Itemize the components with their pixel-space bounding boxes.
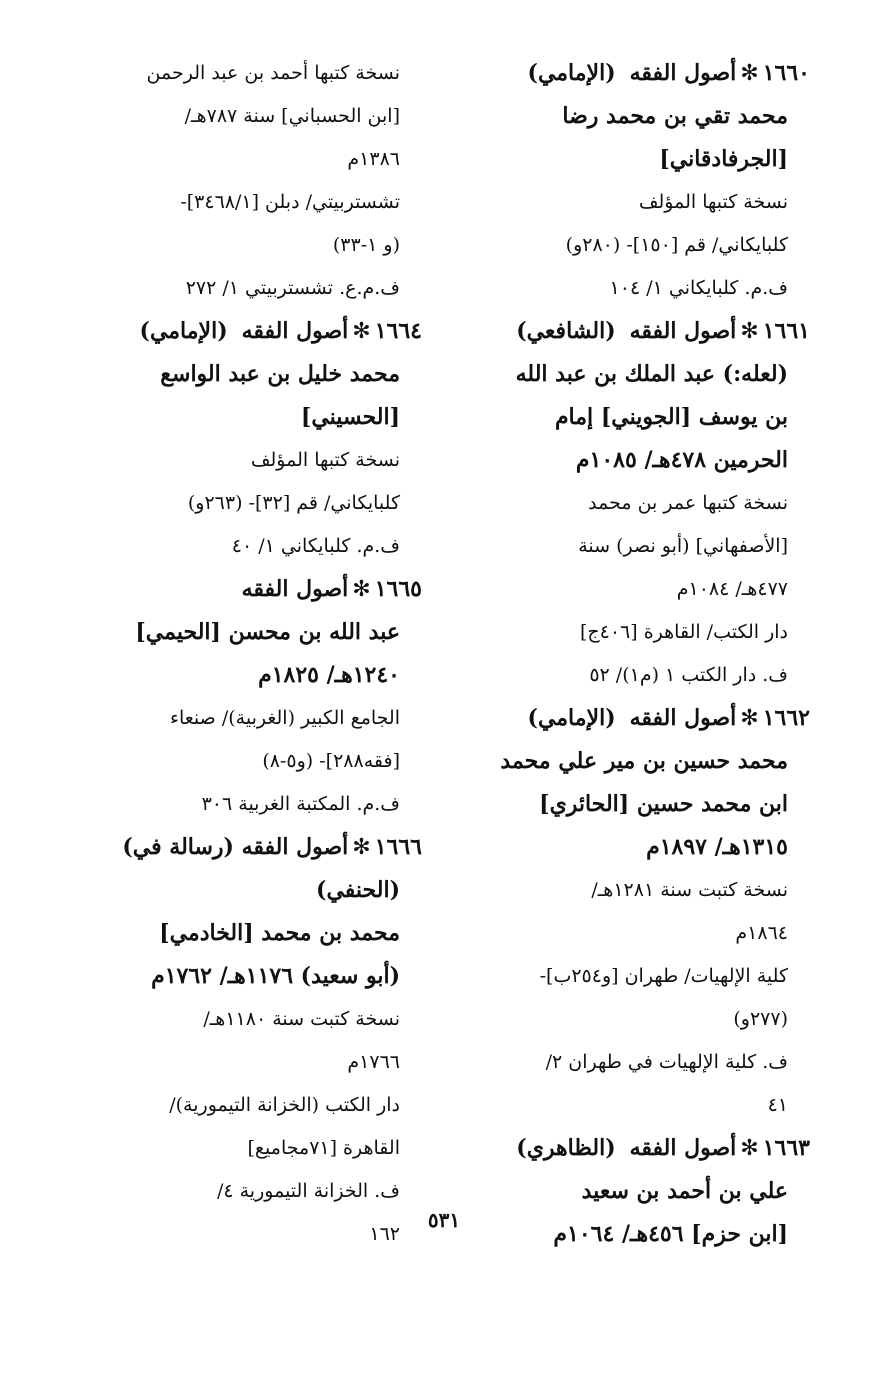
manuscript-info-line: دار الكتب/ القاهرة [٤٠٦ج] bbox=[579, 621, 788, 643]
entry-title: أصول الفقه bbox=[629, 1135, 737, 1161]
author-line: (لعله:) عبد الملك بن عبد الله bbox=[515, 361, 788, 387]
manuscript-info-line: نسخة كتبها المؤلف bbox=[250, 449, 400, 471]
entry-number: ١٦٦٠ bbox=[762, 60, 810, 86]
entry-school: (الظاهري) bbox=[516, 1135, 616, 1161]
entry-title: أصول الفقه bbox=[629, 705, 737, 731]
manuscript-info-line: نسخة كتبها المؤلف bbox=[638, 191, 788, 213]
manuscript-info-line: ف.م. المكتبة الغربية ٣٠٦ bbox=[201, 793, 400, 815]
author-line: محمد خليل بن عبد الواسع bbox=[160, 361, 400, 387]
entry-heading bbox=[112, 826, 422, 869]
manuscript-info-line: [الأصفهاني] (أبو نصر) سنة bbox=[578, 535, 788, 557]
manuscript-info-line: نسخة كتبها أحمد بن عبد الرحمن bbox=[146, 62, 400, 84]
manuscript-info-line: كلية الإلهيات/ طهران [و٢٥٤ب]- bbox=[539, 965, 788, 987]
entry-title: أصول الفقه bbox=[241, 576, 349, 602]
manuscript-info-line: ٤٧٧هـ/ ١٠٨٤م bbox=[676, 578, 788, 600]
asterisk-icon: ✻ bbox=[740, 319, 759, 344]
author-line: الحرمين ٤٧٨هـ/ ١٠٨٥م bbox=[575, 447, 788, 473]
author-line: محمد تقي بن محمد رضا bbox=[562, 103, 788, 129]
entry-heading bbox=[450, 52, 810, 95]
author-line: (أبو سعيد) ١١٧٦هـ/ ١٧٦٢م bbox=[151, 963, 400, 989]
entry-heading bbox=[450, 697, 810, 740]
manuscript-info-line: (و ١-٣٣) bbox=[332, 234, 400, 256]
manuscript-info-line: نسخة كتبها عمر بن محمد bbox=[588, 492, 788, 514]
entry-title: أصول الفقه bbox=[241, 318, 349, 344]
author-line: [ابن حزم] ٤٥٦هـ/ ١٠٦٤م bbox=[553, 1221, 788, 1247]
manuscript-info-line: ٤١ bbox=[767, 1094, 788, 1116]
entry-school: (الشافعي) bbox=[516, 318, 616, 344]
page-number: ٥٣١ bbox=[427, 1208, 461, 1232]
entry-heading bbox=[112, 568, 422, 611]
author-line: علي بن أحمد بن سعيد bbox=[581, 1178, 788, 1204]
author-line: ابن محمد حسين [الحائري] bbox=[539, 791, 788, 817]
entry-school: (الإمامي) bbox=[527, 705, 616, 731]
author-line: [الحسيني] bbox=[300, 404, 400, 430]
author-line: عبد الله بن محسن [الحيمي] bbox=[135, 619, 400, 645]
manuscript-info-line: تشستربيتي/ دبلن [٣٤٦٨/١]- bbox=[180, 191, 400, 213]
author-line: ١٢٤٠هـ/ ١٨٢٥م bbox=[258, 662, 400, 688]
author-line: (الحنفي) bbox=[316, 877, 400, 903]
manuscript-info-line: نسخة كتبت سنة ١١٨٠هـ/ bbox=[203, 1008, 400, 1030]
manuscript-info-line: (٢٧٧و) bbox=[733, 1008, 788, 1030]
author-line: بن يوسف [الجويني] إمام bbox=[554, 404, 788, 430]
entry-number: ١٦٦٣ bbox=[762, 1135, 810, 1161]
manuscript-info-line: ف.م. كلبايكاني ١/ ١٠٤ bbox=[609, 277, 788, 299]
manuscript-info-line: ف.م.ع. تشستربيتي ١/ ٢٧٢ bbox=[185, 277, 400, 299]
manuscript-info-line: نسخة كتبت سنة ١٢٨١هـ/ bbox=[591, 879, 788, 901]
manuscript-info-line: ف. دار الكتب ١ (م١)/ ٥٢ bbox=[589, 664, 788, 686]
author-line: محمد بن محمد [الخادمي] bbox=[159, 920, 400, 946]
manuscript-info-line: ف.م. كلبايكاني ١/ ٤٠ bbox=[231, 535, 400, 557]
manuscript-info-line: ١٨٦٤م bbox=[735, 922, 788, 944]
entry-number: ١٦٦٢ bbox=[762, 705, 810, 731]
entry-school: (الإمامي) bbox=[527, 60, 616, 86]
manuscript-info-line: كلبايكاني/ قم [١٥٠]- (٢٨٠و) bbox=[565, 234, 788, 256]
entry-heading bbox=[450, 1127, 810, 1170]
entry-title: أصول الفقه bbox=[629, 60, 737, 86]
manuscript-info-line: كلبايكاني/ قم [٣٢]- (٢٦٣و) bbox=[187, 492, 400, 514]
author-line: [الجرفادقاني] bbox=[659, 146, 788, 172]
author-line: محمد حسين بن مير علي محمد bbox=[500, 748, 788, 774]
entry-title: أصول الفقه (رسالة في) bbox=[122, 834, 349, 860]
author-line: ١٣١٥هـ/ ١٨٩٧م bbox=[646, 834, 788, 860]
manuscript-info-line: ١٧٦٦م bbox=[347, 1051, 400, 1073]
entry-title: أصول الفقه bbox=[629, 318, 737, 344]
entry-number: ١٦٦١ bbox=[762, 318, 810, 344]
manuscript-info-line: ١٦٢ bbox=[369, 1223, 400, 1245]
asterisk-icon: ✻ bbox=[352, 577, 371, 602]
right-column bbox=[450, 52, 810, 1256]
manuscript-info-line: القاهرة [٧١مجاميع] bbox=[247, 1137, 400, 1159]
entry-number: ١٦٦٦ bbox=[374, 834, 422, 860]
asterisk-icon: ✻ bbox=[352, 835, 371, 860]
manuscript-info-line: دار الكتب (الخزانة التيمورية)/ bbox=[169, 1094, 400, 1116]
asterisk-icon: ✻ bbox=[740, 706, 759, 731]
left-column bbox=[112, 52, 422, 1256]
asterisk-icon: ✻ bbox=[740, 1136, 759, 1161]
entry-number: ١٦٦٥ bbox=[374, 576, 422, 602]
manuscript-info-line: [فقه٢٨٨]- (و٥-٨) bbox=[262, 750, 400, 772]
entry-school: (الإمامي) bbox=[139, 318, 228, 344]
entry-heading bbox=[450, 310, 810, 353]
manuscript-info-line: ف. كلية الإلهيات في طهران ٢/ bbox=[545, 1051, 788, 1073]
manuscript-info-line: [ابن الحسباني] سنة ٧٨٧هـ/ bbox=[184, 105, 400, 127]
asterisk-icon: ✻ bbox=[740, 61, 759, 86]
manuscript-info-line: الجامع الكبير (الغربية)/ صنعاء bbox=[170, 707, 400, 729]
asterisk-icon: ✻ bbox=[352, 319, 371, 344]
manuscript-info-line: ١٣٨٦م bbox=[347, 148, 400, 170]
entry-heading bbox=[112, 310, 422, 353]
entry-number: ١٦٦٤ bbox=[374, 318, 422, 344]
manuscript-info-line: ف. الخزانة التيمورية ٤/ bbox=[216, 1180, 400, 1202]
